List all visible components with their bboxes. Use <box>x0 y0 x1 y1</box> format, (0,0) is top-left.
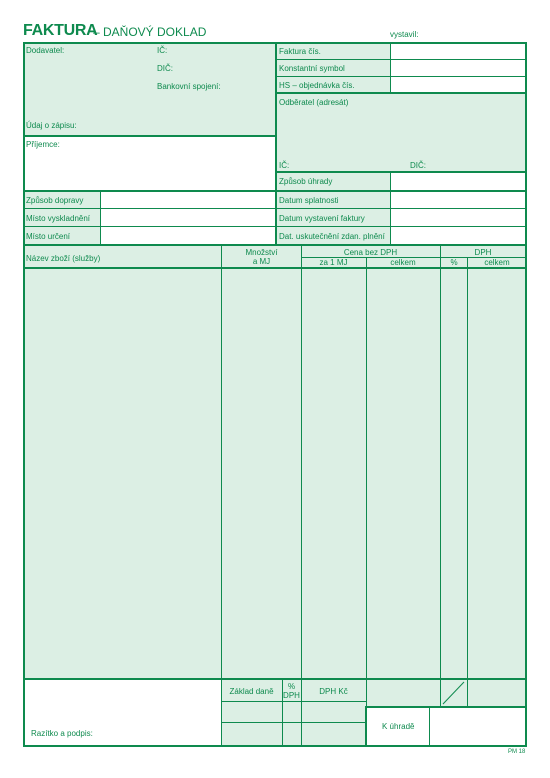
frame-left <box>23 42 25 747</box>
document-subtitle: – DAŇOVÝ DOKLAD <box>93 25 207 39</box>
items-col-5 <box>467 258 468 678</box>
order-number-field[interactable] <box>391 77 525 92</box>
constant-symbol-field[interactable] <box>391 60 525 76</box>
summary-row-1 <box>221 701 366 702</box>
items-total-header: celkem <box>390 258 416 267</box>
supplier-ic-label: IČ: <box>157 46 168 55</box>
line-row-3 <box>23 244 526 246</box>
due-date-field[interactable] <box>391 191 525 208</box>
form-fill-items <box>23 268 526 678</box>
customer-dic-label: DIČ: <box>410 161 426 170</box>
line-recipient-bottom <box>23 190 526 192</box>
recipient-label: Příjemce: <box>26 140 60 149</box>
customer-ic-label: IČ: <box>279 161 290 170</box>
customer-label: Odběratel (adresát) <box>279 98 349 107</box>
items-name-header: Název zboží (služby) <box>26 254 101 263</box>
tax-base-label: Základ daně <box>229 687 274 696</box>
invoice-number-field[interactable] <box>391 43 525 59</box>
line-invoice-1 <box>276 59 526 60</box>
payment-method-label: Způsob úhrady <box>279 177 333 186</box>
divider-vertical-main <box>275 42 277 244</box>
vat-percent-label: % <box>287 682 296 691</box>
supplier-label: Dodavatel: <box>26 46 65 55</box>
to-pay-divider <box>429 707 430 746</box>
items-per-unit-header: za 1 MJ <box>319 258 348 267</box>
line-supplier-bottom <box>23 135 276 137</box>
items-header-bottom <box>23 267 526 269</box>
items-price-header: Cena bez DPH <box>343 248 398 257</box>
line-invoice-3 <box>276 92 526 94</box>
items-vat-header: DPH <box>474 248 492 257</box>
diagonal-slash-icon <box>440 679 467 707</box>
order-number-label: HS – objednávka čís. <box>279 81 355 90</box>
transport-method-field[interactable] <box>101 192 275 208</box>
invoice-number-label: Faktura čís. <box>279 47 321 56</box>
stamp-label: Razítko a podpis: <box>31 729 93 738</box>
line-customer-bottom <box>276 171 526 173</box>
transport-method-label: Způsob dopravy <box>26 196 84 205</box>
divider-transport <box>100 191 101 244</box>
form-code: PM 18 <box>508 749 526 755</box>
summary-col-6 <box>467 679 468 707</box>
supplier-registry-label: Údaj o zápisu: <box>26 121 77 130</box>
taxable-date-label: Dat. uskutečnění zdan. plnění <box>279 232 385 241</box>
to-pay-label: K úhradě <box>382 722 415 731</box>
to-pay-box-left <box>365 706 367 746</box>
line-invoice-2 <box>276 76 526 77</box>
line-row-1 <box>23 208 526 209</box>
summary-col-4 <box>366 679 367 707</box>
items-vat-total-header: celkem <box>484 258 510 267</box>
recipient-field[interactable] <box>24 137 275 190</box>
items-col-2 <box>301 245 302 678</box>
constant-symbol-label: Konstantní symbol <box>279 64 345 73</box>
items-qty-header-1: Množství <box>245 248 278 257</box>
supplier-bank-label: Bankovní spojení: <box>157 82 221 91</box>
payment-method-field[interactable] <box>391 172 525 190</box>
items-vat-percent-header: % <box>450 258 458 267</box>
dispatch-place-label: Místo vyskladnění <box>26 214 91 223</box>
frame-bottom <box>23 745 527 747</box>
vat-czk-label: DPH Kč <box>319 687 348 696</box>
issue-date-label: Datum vystavení faktury <box>279 214 365 223</box>
items-col-1 <box>221 245 222 678</box>
issued-by-label: vystavil: <box>390 30 419 39</box>
frame-right <box>525 42 527 747</box>
vat-label: DPH <box>283 691 300 700</box>
divider-vertical-right <box>390 42 391 93</box>
dispatch-place-field[interactable] <box>101 209 275 226</box>
items-col-4 <box>440 245 441 678</box>
issue-date-field[interactable] <box>391 209 525 226</box>
destination-field[interactable] <box>101 227 275 244</box>
line-row-2 <box>23 226 526 227</box>
due-date-label: Datum splatnosti <box>279 196 339 205</box>
items-col-3 <box>366 258 367 678</box>
destination-label: Místo určení <box>26 232 71 241</box>
items-qty-header-2: a MJ <box>252 257 271 266</box>
supplier-dic-label: DIČ: <box>157 64 173 73</box>
summary-row-2 <box>221 722 366 723</box>
taxable-date-field[interactable] <box>391 227 525 244</box>
document-title: FAKTURA <box>23 22 98 39</box>
